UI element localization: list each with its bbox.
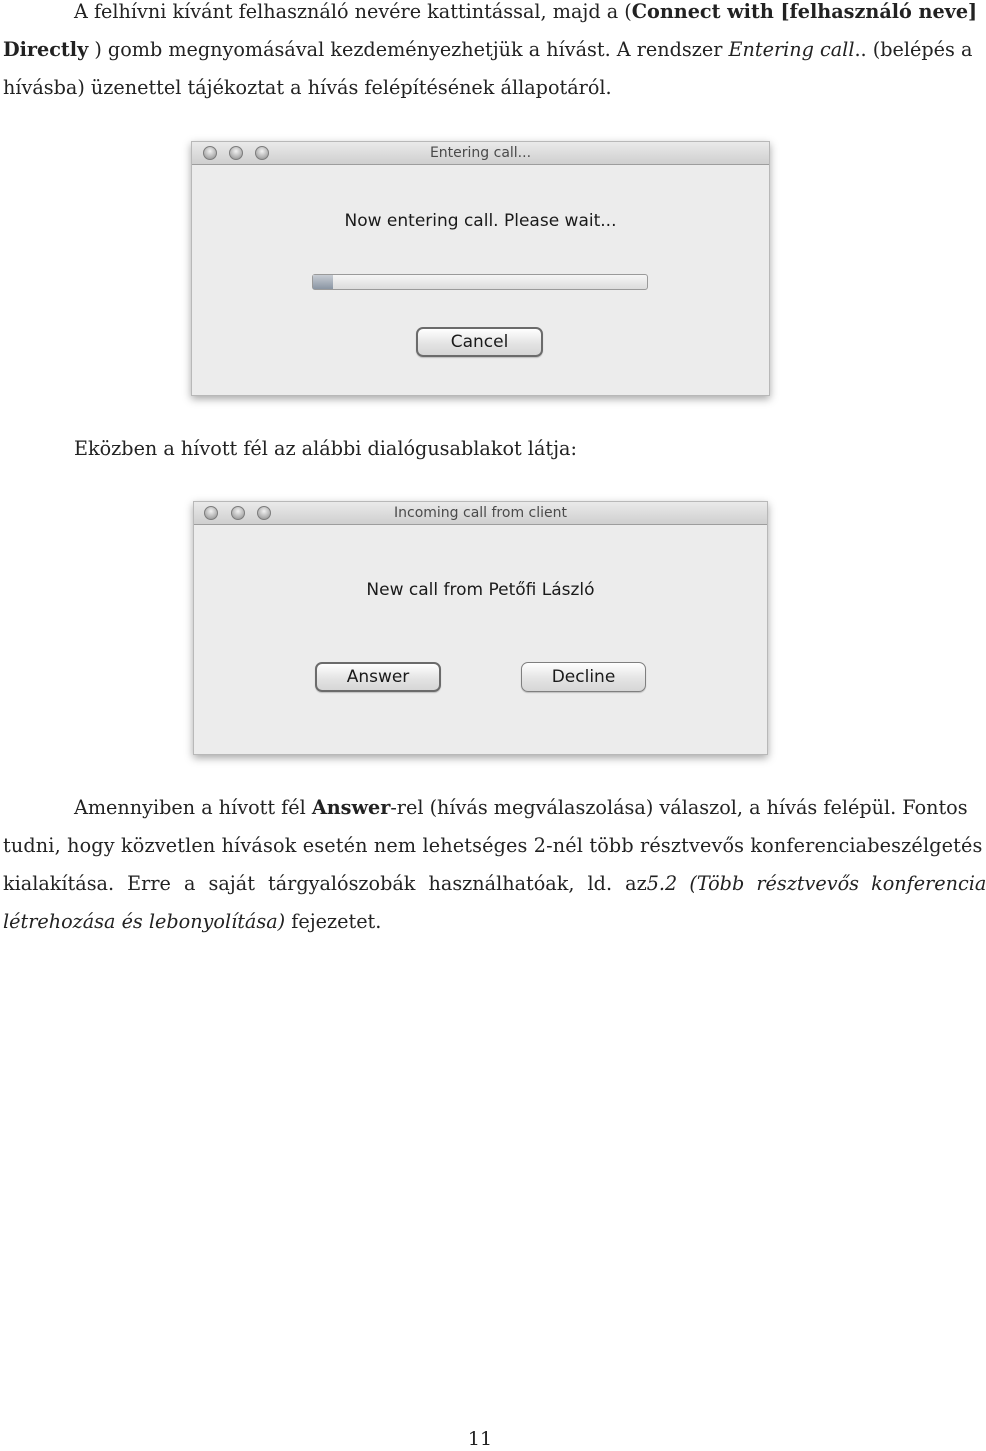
- intro-paragraph: [3, 0, 978, 107]
- intro-line-3: hívásba) üzenettel tájékoztat a hívás felépítésének állapotáról.: [3, 76, 612, 99]
- outro-line-1: Amennyiben a hívott fél Answer-rel (hívás megválaszolása) válaszol, a hívás felépül. Fontos: [74, 796, 968, 819]
- outro-line-4: létrehozása és lebonyolítása) fejezetet.: [3, 910, 382, 933]
- incoming-call-window: [193, 501, 768, 755]
- window-titlebar[interactable]: [192, 142, 769, 165]
- answer-button[interactable]: Answer: [315, 662, 441, 692]
- middle-paragraph: Eközben a hívott fél az alábbi dialógusablakot látja:: [74, 437, 577, 460]
- cancel-button[interactable]: Cancel: [416, 327, 543, 357]
- decline-button[interactable]: Decline: [521, 662, 646, 692]
- progress-fill: [313, 275, 333, 289]
- page-number: 11: [467, 1428, 493, 1450]
- outro-paragraph: [3, 789, 986, 941]
- window-title: Entering call...: [429, 145, 532, 161]
- intro-line-1: A felhívni kívánt felhasználó nevére kattintással, majd a (Connect with [felhasználó neve]: [74, 0, 978, 23]
- dialog-message: Now entering call. Please wait...: [344, 211, 617, 231]
- intro-line-2: Directly ) gomb megnyomásával kezdeményezhetjük a hívást. A rendszer Entering call.. (belépés a: [3, 38, 973, 61]
- entering-call-window: [191, 141, 770, 396]
- progress-bar: [312, 274, 648, 290]
- window-titlebar[interactable]: [194, 502, 767, 525]
- window-title: Incoming call from client: [394, 505, 567, 521]
- dialog-message: New call from Petőfi László: [366, 580, 595, 600]
- outro-line-2: tudni, hogy közvetlen hívások esetén nem lehetséges 2-nél több résztvevős konferenciabeszélgetés: [3, 834, 983, 857]
- outro-line-3: kialakítása. Erre a saját tárgyalószobák használhatóak, ld. az 5.2 (Több résztvevős konferencia: [3, 872, 986, 895]
